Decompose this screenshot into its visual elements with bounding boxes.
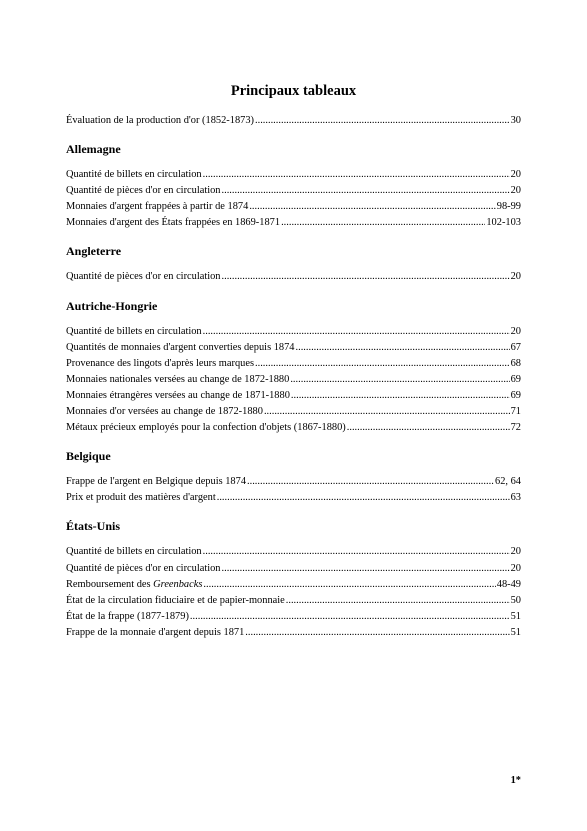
- toc-entry-page: 68: [510, 357, 521, 369]
- toc-entry-label: Quantité de pièces d'or en circulation: [66, 271, 221, 283]
- toc-entry-page: 51: [510, 626, 521, 638]
- toc-entry: [66, 474, 521, 490]
- dot-leader: [281, 215, 485, 231]
- dot-leader: [222, 183, 510, 199]
- toc-entry-label: Évaluation de la production d'or (1852-1873): [66, 115, 254, 126]
- toc-entry-label: Frappe de la monnaie d'argent depuis 1871: [66, 626, 245, 638]
- page-title: Principaux tableaux: [230, 83, 357, 99]
- section-heading-allemagne: Allemagne: [66, 142, 121, 157]
- toc-entry-page: 20: [510, 325, 521, 337]
- toc-entry-page: 20: [510, 271, 521, 283]
- toc-entry-label: État de la circulation fiduciaire et de papier-monnaie: [66, 594, 285, 606]
- toc-entry-page: 69: [510, 389, 521, 401]
- dot-leader: [203, 544, 510, 560]
- toc-entry: [66, 609, 521, 625]
- dot-leader: [264, 404, 510, 420]
- dot-leader: [286, 593, 510, 609]
- toc-entry: [66, 577, 521, 593]
- toc-entry-label: Monnaies d'argent des États frappées en 1869-1871: [66, 217, 281, 229]
- toc-entry-page: 20: [510, 169, 521, 181]
- dot-leader: [255, 113, 510, 129]
- toc-entry: [66, 593, 521, 609]
- toc-entry-page: 51: [510, 610, 521, 622]
- toc-entry-label: État de la frappe (1877-1879): [66, 610, 189, 622]
- toc-entry-label: Quantité de billets en circulation: [66, 169, 202, 181]
- toc-entry-page: 72: [510, 422, 521, 434]
- dot-leader: [203, 167, 510, 183]
- toc-entry: [66, 372, 521, 388]
- dot-leader: [249, 199, 495, 215]
- section-heading-autriche-hongrie: Autriche-Hongrie: [66, 298, 158, 313]
- toc-entry-label: Frappe de l'argent en Belgique depuis 1874: [66, 476, 247, 488]
- toc-entry: [66, 215, 521, 231]
- toc-entry: [66, 199, 521, 215]
- table-of-contents: [66, 113, 521, 641]
- toc-entry: [66, 420, 521, 436]
- toc-entry: [66, 113, 521, 129]
- toc-entry: [66, 625, 521, 641]
- toc-entry: [66, 404, 521, 420]
- toc-entry-page: 50: [510, 594, 521, 606]
- toc-entry-page: 63: [510, 492, 521, 504]
- toc-entry-page: 30: [510, 115, 521, 126]
- dot-leader: [203, 577, 495, 593]
- toc-entry: [66, 561, 521, 577]
- toc-entry: [66, 388, 521, 404]
- toc-entry-label: Monnaies d'argent frappées à partir de 1874: [66, 201, 249, 213]
- toc-entry-label: Monnaies étrangères versées au change de 1871-1880: [66, 389, 290, 401]
- toc-entry-page: 69: [510, 373, 521, 385]
- toc-entry-label: [66, 577, 202, 593]
- dot-leader: [347, 420, 510, 436]
- section-heading-etats-unis: États-Unis: [66, 519, 121, 534]
- section-heading-belgique: Belgique: [66, 449, 111, 464]
- toc-entry: [66, 544, 521, 560]
- toc-entry: [66, 167, 521, 183]
- dot-leader: [222, 561, 510, 577]
- dot-leader: [190, 609, 510, 625]
- toc-entry-page: 62, 64: [495, 476, 521, 488]
- toc-entry: [66, 490, 521, 506]
- section-heading-angleterre: Angleterre: [66, 244, 122, 259]
- toc-entry-label: Provenance des lingots d'après leurs marques: [66, 357, 254, 369]
- dot-leader: [255, 356, 510, 372]
- toc-entry-label: Quantité de pièces d'or en circulation: [66, 185, 221, 197]
- toc-entry-label: Monnaies nationales versées au change de 1872-1880: [66, 373, 290, 385]
- toc-entry-page: 98-99: [496, 201, 521, 213]
- toc-entry-label: Quantité de pièces d'or en circulation: [66, 562, 221, 574]
- toc-entry-page: 20: [510, 562, 521, 574]
- dot-leader: [247, 474, 494, 490]
- toc-entry-label-italic: Greenbacks: [153, 578, 203, 590]
- toc-entry: [66, 324, 521, 340]
- toc-entry: [66, 183, 521, 199]
- dot-leader: [222, 269, 510, 285]
- toc-entry-label: Quantité de billets en circulation: [66, 546, 202, 558]
- toc-entry-label: Prix et produit des matières d'argent: [66, 492, 216, 504]
- dot-leader: [290, 372, 509, 388]
- toc-entry-label: Métaux précieux employés pour la confection d'objets (1867-1880): [66, 422, 346, 434]
- dot-leader: [203, 324, 510, 340]
- toc-entry: [66, 269, 521, 285]
- dot-leader: [291, 388, 510, 404]
- toc-entry: [66, 340, 521, 356]
- dot-leader: [245, 625, 509, 641]
- toc-entry-page: 67: [510, 341, 521, 353]
- toc-entry-page: 20: [510, 185, 521, 197]
- toc-entry-page: 20: [510, 546, 521, 558]
- toc-entry-label: Quantité de billets en circulation: [66, 325, 202, 337]
- toc-entry-label: Quantités de monnaies d'argent converties depuis 1874: [66, 341, 295, 353]
- page-number: 1*: [510, 775, 521, 786]
- dot-leader: [296, 340, 510, 356]
- toc-entry-page: 71: [510, 406, 521, 418]
- dot-leader: [217, 490, 510, 506]
- toc-entry-label: Monnaies d'or versées au change de 1872-1880: [66, 406, 263, 418]
- toc-entry-label-prefix: Remboursement des: [66, 578, 154, 590]
- toc-entry-page: 48-49: [496, 578, 521, 590]
- toc-entry: [66, 356, 521, 372]
- toc-entry-page: 102-103: [486, 217, 521, 229]
